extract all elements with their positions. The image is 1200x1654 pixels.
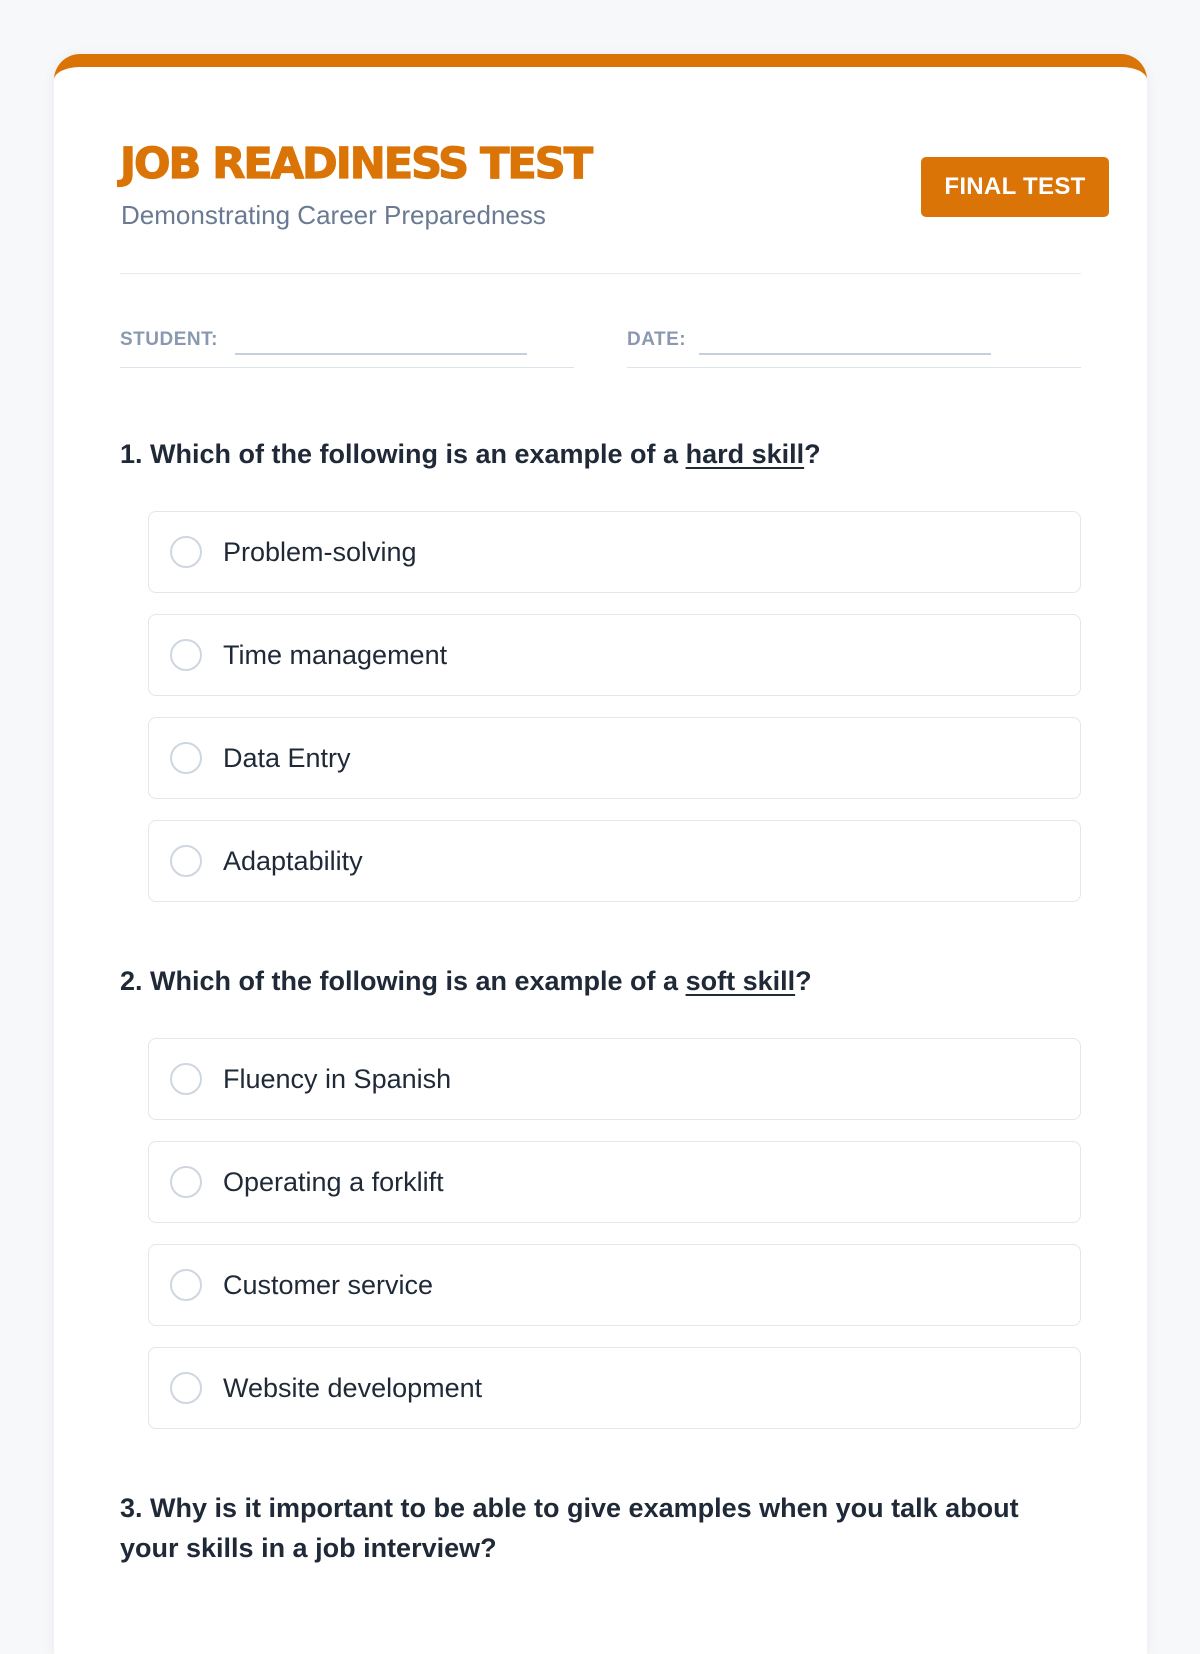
question-3: 3. Why is it important to be able to give examples when you talk about your skills in a job interview? [120,1493,1019,1563]
option-label: Website development [223,1373,483,1403]
question-1-option-3[interactable] [148,717,1081,799]
radio-button[interactable] [170,639,202,671]
date-blank-line[interactable] [699,353,991,355]
radio-button[interactable] [170,536,202,568]
question-1 [120,434,1080,474]
option-label: Adaptability [223,846,363,876]
option-label: Problem-solving [223,537,417,567]
question-1-option-2[interactable] [148,614,1081,696]
question-2-option-3[interactable] [148,1244,1081,1326]
question-1-option-1[interactable] [148,511,1081,593]
header-divider [120,273,1081,274]
question-2-option-4[interactable] [148,1347,1081,1429]
question-2 [120,961,1080,1001]
question-1-emphasis: hard skill [685,439,805,469]
radio-button[interactable] [170,1269,202,1301]
option-label: Data Entry [223,743,351,773]
final-test-badge: FINAL TEST [921,157,1109,217]
page-title: JOB READINESS TEST [120,139,592,189]
question-2-suffix: ? [795,966,812,996]
radio-button[interactable] [170,1166,202,1198]
date-label: DATE: [627,329,687,350]
page-subtitle: Demonstrating Career Preparedness [121,200,546,230]
option-label: Customer service [223,1270,434,1300]
question-1-suffix: ? [804,439,821,469]
question-2-emphasis: soft skill [685,966,796,996]
question-2-option-1[interactable] [148,1038,1081,1120]
question-1-option-4[interactable] [148,820,1081,902]
student-field[interactable] [120,323,574,368]
date-field[interactable] [627,323,1081,368]
test-card [54,54,1147,1654]
radio-button[interactable] [170,742,202,774]
radio-button[interactable] [170,1063,202,1095]
test-header [120,135,1086,285]
student-blank-line[interactable] [235,353,527,355]
radio-button[interactable] [170,845,202,877]
question-2-option-2[interactable] [148,1141,1081,1223]
question-1-prefix: 1. Which of the following is an example of a [120,439,686,469]
option-label: Operating a forklift [223,1167,444,1197]
student-label: STUDENT: [120,329,218,350]
question-2-prefix: 2. Which of the following is an example of a [120,966,686,996]
option-label: Time management [223,640,448,670]
radio-button[interactable] [170,1372,202,1404]
option-label: Fluency in Spanish [223,1064,452,1094]
